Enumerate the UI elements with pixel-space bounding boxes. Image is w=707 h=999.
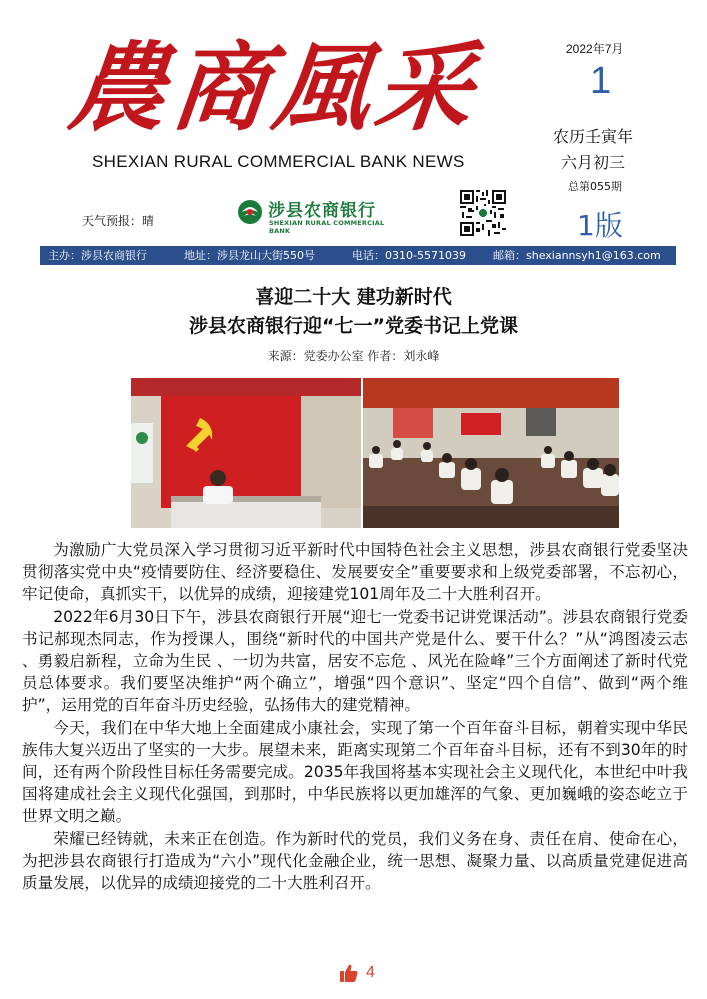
bank-name-cn: 涉县农商银行 — [268, 201, 376, 221]
article-paragraph: 今天，我们在中华大地上全面建成小康社会，实现了第一个百年奋斗目标，朝着实现中华民族伟大复兴迈出了坚实的一大步。展望未来，距离实现第二个百年奋斗目标，还有不到30年的时间，还有两个阶段性目标任务需要完成。2035年我国将基本实现社会主义现代化，本世纪中叶我国将建成社会主义现代化强国，到那时，中华民族将以更加雄浑的气象、更加巍峨的姿态屹立于世界文明之巅。 — [22, 718, 688, 826]
edition-label: 1版 — [577, 209, 623, 242]
like-button[interactable] — [339, 962, 375, 984]
bank-name-en: SHEXIAN RURAL COMMERCIAL BANK — [269, 219, 385, 235]
masthead-title: 農商風采 — [64, 31, 484, 144]
info-host: 主办：涉县农商银行 — [48, 249, 147, 262]
headline-main: 喜迎二十大 建功新时代 — [255, 286, 452, 308]
info-email[interactable]: 邮箱：shexiannsyh1@163.com — [493, 249, 661, 262]
masthead-subtitle: SHEXIAN RURAL COMMERCIAL BANK NEWS — [92, 152, 465, 171]
issue-serial: 总第055期 — [568, 180, 622, 193]
article-paragraph: 荣耀已经铸就，未来正在创造。作为新时代的党员，我们义务在身、责任在肩、使命在心，为把涉县农商银行打造成为“六小”现代化金融企业，统一思想、凝聚力量、以高质量党建促进高质量发展，以优异的成绩迎接党的二十大胜利召开。 — [22, 829, 688, 893]
article-paragraph: 为激励广大党员深入学习贯彻习近平新时代中国特色社会主义思想，涉县农商银行党委坚决贯彻落实党中央“疫情要防住、经济要稳住、发展要安全”重要要求和上级党委部署，不忘初心，牢记使命，真抓实干，以优异的成绩，迎接建党101周年及二十大胜利召开。 — [22, 541, 688, 604]
headline-sub: 涉县农商银行迎“七一”党委书记上党课 — [189, 315, 518, 337]
weather-forecast: 天气预报：晴 — [82, 214, 155, 228]
bank-emblem-icon — [236, 198, 264, 226]
article-paragraph: 2022年6月30日下午，涉县农商银行开展“迎七一党委书记讲党课活动”。涉县农商银行党委书记郝现杰同志，作为授课人，围绕“新时代的中国共产党是什么、要干什么？”从“鸿图凌云志 、勇毅启新程，立命为生民 、一切为共富，居安不忘危 、风光在险峰”三个方面阐述了新时代党员总体要求。我们要坚决维护“两个确立”，增强“四个意识”、坚定“四个自信”、做到“两个维护”，运用党的百年奋斗历史经验，弘扬伟大的建党精神。 — [22, 607, 688, 715]
article-byline: 来源：党委办公室 作者：刘永峰 — [267, 349, 440, 363]
issue-number: 1 — [590, 60, 612, 102]
thumbs-up-icon — [339, 963, 359, 983]
issue-date: 2022年7月 — [566, 42, 624, 56]
info-phone: 电话：0310-5571039 — [352, 249, 466, 262]
info-address: 地址：涉县龙山大街550号 — [184, 249, 315, 262]
lunar-year: 农历壬寅年 — [553, 127, 634, 146]
lunar-day: 六月初三 — [561, 153, 626, 172]
qr-code-icon — [460, 190, 506, 236]
party-lecture-photo — [131, 378, 619, 528]
bank-logo — [236, 196, 406, 235]
article-body — [22, 539, 688, 894]
like-count: 4 — [366, 964, 375, 981]
contact-info-bar — [40, 246, 676, 265]
